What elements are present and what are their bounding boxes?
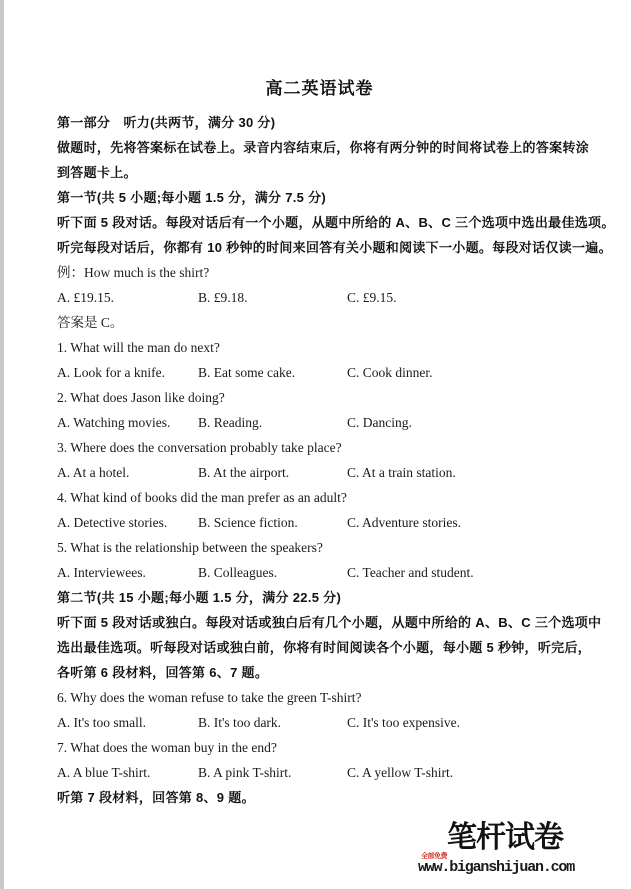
section2-instruction-line1: 听下面 5 段对话或独白。每段对话或独白后有几个小题，从题中所给的 A、B、C 三个选项中 [57, 615, 602, 630]
question-3-option-a: A. At a hotel. [57, 465, 130, 480]
question-5-options [57, 560, 582, 585]
question-7-prompt: 7. What does the woman buy in the end? [57, 740, 277, 755]
question-2-option-a: A. Watching movies. [57, 415, 171, 430]
question-1-option-b: B. Eat some cake. [198, 365, 296, 380]
page-title: 高二英语试卷 [265, 79, 374, 98]
example-prompt: 例：How much is the shirt? [57, 265, 210, 280]
example-option-c: C. £9.15. [347, 290, 397, 305]
question-2-prompt: 2. What does Jason like doing? [57, 390, 225, 405]
part1-heading: 第一部分 听力(共两节，满分 30 分) [57, 115, 276, 130]
example-option-b: B. £9.18. [198, 290, 248, 305]
watermark [418, 819, 582, 876]
section2-instruction-line3: 各听第 6 段材料，回答第 6、7 题。 [57, 665, 269, 680]
watermark-tagline: 全部免费 [421, 853, 447, 860]
question-4-option-c: C. Adventure stories. [347, 515, 461, 530]
watermark-brand: 笔杆试卷 [447, 821, 563, 854]
example-answer: 答案是 C。 [57, 315, 124, 330]
section1-instruction-line2: 听完每段对话后，你都有 10 秒钟的时间来回答有关小题和阅读下一小题。每段对话仅读一遍。 [57, 240, 612, 255]
question-6-option-b: B. It's too dark. [198, 715, 282, 730]
question-5-option-a: A. Interviewees. [57, 565, 146, 580]
question-3-option-c: C. At a train station. [347, 465, 456, 480]
question-6-option-c: C. It's too expensive. [347, 715, 461, 730]
question-2-options [57, 410, 582, 435]
question-5-option-b: B. Colleagues. [198, 565, 278, 580]
section2-instruction-line2: 选出最佳选项。听每段对话或独白前，你将有时间阅读各个小题，每小题 5 秒钟，听完后， [57, 640, 592, 655]
question-4-prompt: 4. What kind of books did the man prefer as an adult? [57, 490, 347, 505]
section1-instruction-line1: 听下面 5 段对话。每段对话后有一个小题，从题中所给的 A、B、C 三个选项中选出最佳选项。 [57, 215, 615, 230]
question-1-prompt: 1. What will the man do next? [57, 340, 220, 355]
question-6-option-a: A. It's too small. [57, 715, 147, 730]
question-6-options [57, 710, 582, 735]
question-1-option-c: C. Cook dinner. [347, 365, 433, 380]
section1-heading: 第一节(共 5 小题;每小题 1.5 分，满分 7.5 分) [57, 190, 327, 205]
exam-page [57, 0, 615, 810]
question-3-options [57, 460, 582, 485]
question-2-option-b: B. Reading. [198, 415, 263, 430]
question-3-option-b: B. At the airport. [198, 465, 290, 480]
scan-left-edge [0, 0, 4, 889]
question-4-option-a: A. Detective stories. [57, 515, 168, 530]
question-7-option-a: A. A blue T-shirt. [57, 765, 151, 780]
question-4-options [57, 510, 582, 535]
question-1-options [57, 360, 582, 385]
question-7-option-b: B. A pink T-shirt. [198, 765, 292, 780]
material-7-heading: 听第 7 段材料，回答第 8、9 题。 [57, 790, 255, 805]
question-4-option-b: B. Science fiction. [198, 515, 298, 530]
question-6-prompt: 6. Why does the woman refuse to take the green T-shirt? [57, 690, 362, 705]
question-5-option-c: C. Teacher and student. [347, 565, 474, 580]
example-option-a: A. £19.15. [57, 290, 114, 305]
question-7-options [57, 760, 582, 785]
question-3-prompt: 3. Where does the conversation probably take place? [57, 440, 342, 455]
part1-note-line1: 做题时，先将答案标在试卷上。录音内容结束后，你将有两分钟的时间将试卷上的答案转涂 [57, 140, 590, 155]
question-7-option-c: C. A yellow T-shirt. [347, 765, 454, 780]
watermark-url: www.biganshijuan.com [418, 859, 575, 876]
section2-heading: 第二节(共 15 小题;每小题 1.5 分，满分 22.5 分) [57, 590, 342, 605]
example-options [57, 285, 582, 310]
question-1-option-a: A. Look for a knife. [57, 365, 165, 380]
part1-note-line2: 到答题卡上。 [57, 165, 137, 180]
question-5-prompt: 5. What is the relationship between the speakers? [57, 540, 323, 555]
question-2-option-c: C. Dancing. [347, 415, 412, 430]
